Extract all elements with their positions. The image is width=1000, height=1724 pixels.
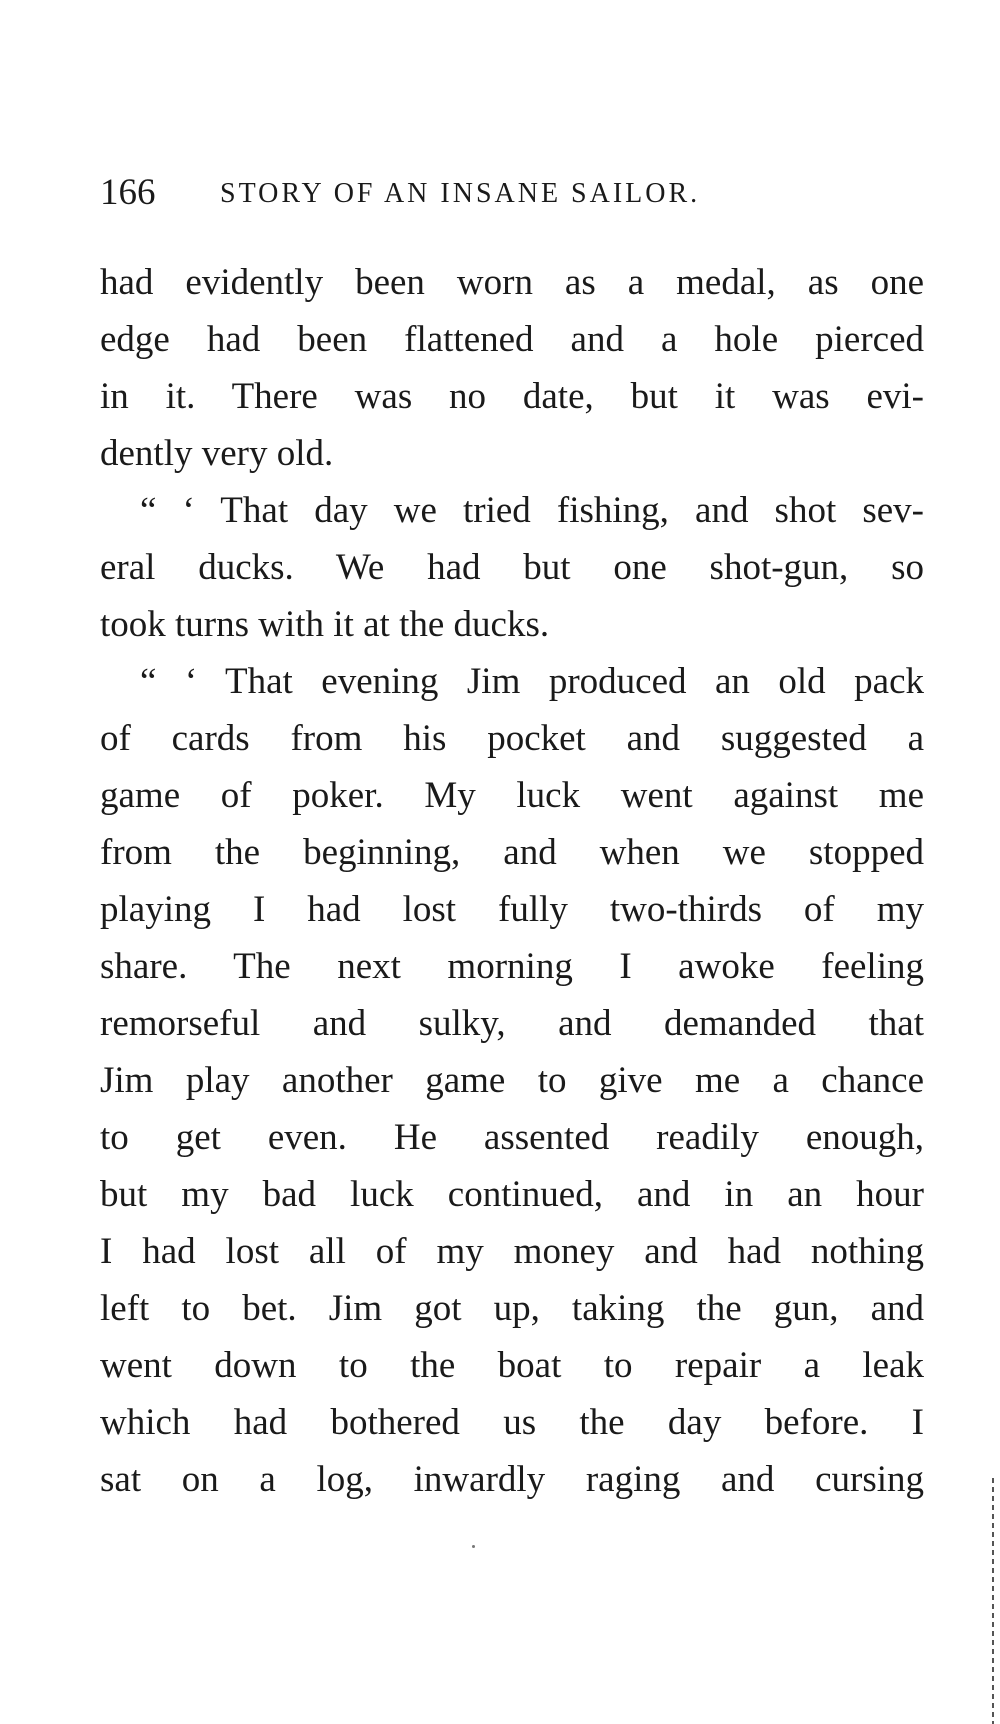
text-line: remorseful and sulky, and demanded that bbox=[100, 1003, 924, 1044]
text-line: Jim play another game to give me a chance bbox=[100, 1060, 924, 1101]
text-line: eral ducks. We had but one shot-gun, so bbox=[100, 547, 924, 588]
text-line: sat on a log, inwardly raging and cursing bbox=[100, 1459, 924, 1500]
text-line: dently very old. bbox=[100, 433, 334, 474]
text-line: had evidently been worn as a medal, as one bbox=[100, 262, 924, 303]
text-line: went down to the boat to repair a leak bbox=[100, 1345, 924, 1386]
running-head bbox=[100, 168, 840, 218]
page-edge-mark bbox=[992, 1478, 994, 1724]
text-line: which had bothered us the day before. I bbox=[100, 1402, 924, 1443]
text-line: “ ‘ That evening Jim produced an old pack bbox=[140, 661, 924, 702]
text-line: took turns with it at the ducks. bbox=[100, 604, 550, 645]
text-line: I had lost all of my money and had nothing bbox=[100, 1231, 924, 1272]
text-line: left to bet. Jim got up, taking the gun, and bbox=[100, 1288, 924, 1329]
text-line: to get even. He assented readily enough, bbox=[100, 1117, 924, 1158]
running-title: STORY OF AN INSANE SAILOR. bbox=[220, 178, 701, 209]
body-text bbox=[100, 254, 924, 1508]
text-line: share. The next morning I awoke feeling bbox=[100, 946, 924, 987]
text-line: but my bad luck continued, and in an hour bbox=[100, 1174, 924, 1215]
page-number: 166 bbox=[100, 172, 156, 213]
text-line: from the beginning, and when we stopped bbox=[100, 832, 924, 873]
print-speck bbox=[472, 1545, 475, 1548]
text-line: in it. There was no date, but it was evi- bbox=[100, 376, 924, 417]
text-line: “ ‘ That day we tried fishing, and shot sev- bbox=[140, 490, 924, 531]
text-line: edge had been flattened and a hole pierced bbox=[100, 319, 924, 360]
text-line: playing I had lost fully two-thirds of my bbox=[100, 889, 924, 930]
text-line: of cards from his pocket and suggested a bbox=[100, 718, 924, 759]
text-line: game of poker. My luck went against me bbox=[100, 775, 924, 816]
